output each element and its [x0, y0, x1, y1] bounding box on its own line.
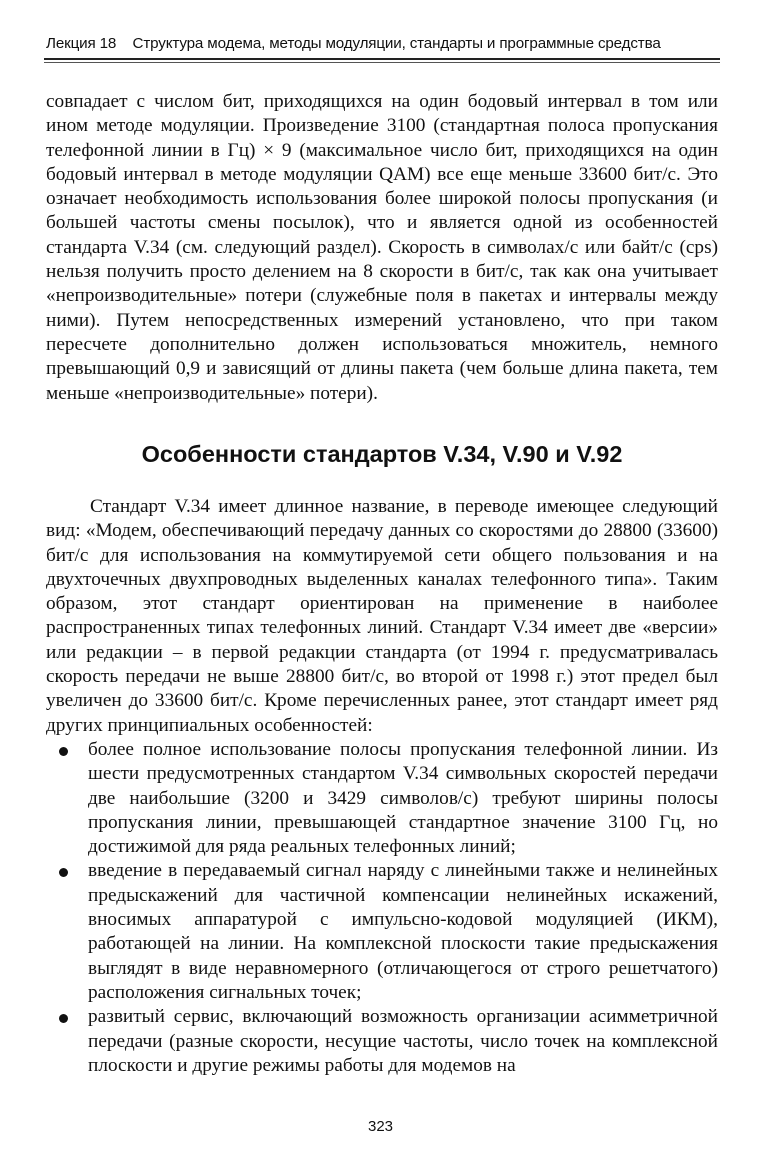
body-paragraph-1: совпадает с числом бит, приходящихся на один бодовый интервал в том или ином методе модуляции. Произведение 3100 (стандартная полоса пропускания телефонной линии в Гц) × 9 (максимальное число бит, приходящихся на один бодовый интервал в методе модуляции QAM) все еще меньше 33600 бит/с. Это означает необходимость использования более широкой полосы пропускания (и большей частоты смены посылок), что и является одной из особенностей стандарта V.34 (см. следующий раздел). Скорость в символах/с или байт/с (cps) нельзя получить просто делением на 8 скорости в бит/с, так как она учитывает «непроизводительные» потери (служебные поля в пакетах и интервалы между ними). Путем непосредственных измерений установлено, что при таком пересчете дополнительно должен использоваться множитель, немного превышающий 0,9 и зависящий от длины пакета (чем больше длина пакета, тем меньше «непроизводительные» потери). [46, 91, 718, 404]
feature-list [46, 738, 718, 1078]
list-item [46, 1005, 718, 1078]
header-rule-thick [44, 58, 720, 60]
list-item [46, 738, 718, 859]
list-item-text: введение в передаваемый сигнал наряду с линейными также и нелинейных предыскажений для частичной компенсации нелинейных искажений, вносимых аппаратурой с импульсно-кодовой модуляцией (ИКМ), работающей на линии. На комплексной плоскости такие предыскажения выглядят в виде неравномерного (отличающегося от строго решетчатого) расположения сигнальных точек; [88, 860, 718, 1003]
list-item [46, 859, 718, 1005]
section-heading: Особенности стандартов V.34, V.90 и V.92 [141, 441, 623, 467]
body-paragraph-2: Стандарт V.34 имеет длинное название, в переводе имеющее следующий вид: «Модем, обеспечивающий передачу данных со скоростями до 28800 (33600) бит/с для использования на коммутируемой сети общего пользования и на двухточечных двухпроводных выделенных каналах телефонного типа». Таким образом, этот стандарт ориентирован на применение в наиболее распространенных типах телефонных линий. Стандарт V.34 имеет две «версии» или редакции – в первой редакции стандарта (от 1994 г. предусматривалась скорость передачи не выше 28800 бит/с, во второй от 1998 г.) этот предел был увеличен до 33600 бит/с. Кроме перечисленных ранее, этот стандарт имеет ряд других принципиальных особенностей: [46, 496, 718, 736]
list-item-text: развитый сервис, включающий возможность организации асимметричной передачи (разные скорости, несущие частоты, число точек на комплексной плоскости и другие режимы работы для модемов на [88, 1006, 718, 1076]
header-rule-thin [44, 62, 720, 63]
bullet-icon [59, 1014, 68, 1023]
running-header: Лекция 18 Структура модема, методы модуляции, стандарты и программные средства [46, 35, 661, 52]
bullet-icon [59, 868, 68, 877]
page-number: 323 [367, 1118, 394, 1135]
list-item-text: более полное использование полосы пропускания телефонной линии. Из шести предусмотренных стандартом V.34 символьных скоростей передачи две наибольшие (3200 и 3429 символов/с) требуют ширины полосы пропускания линии, превышающей стандартное значение 3100 Гц, но достижимой для ряда реальных телефонных линий; [88, 739, 718, 858]
bullet-icon [59, 747, 68, 756]
